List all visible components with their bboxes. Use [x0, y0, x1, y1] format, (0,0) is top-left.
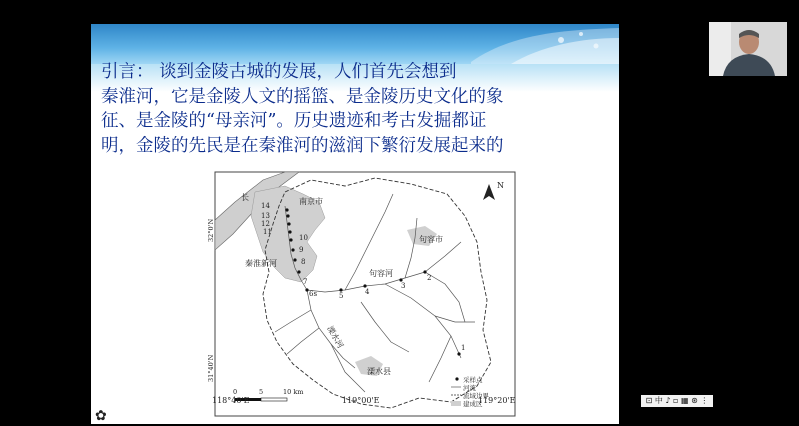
sample-label-11: 11: [263, 228, 272, 236]
sample-label-1: 1: [461, 344, 466, 352]
sample-label-5: 5: [339, 292, 344, 300]
sample-label-14: 14: [261, 202, 270, 210]
sample-label-6s: 6s: [309, 290, 318, 298]
label-jurong-river: 句容河: [369, 269, 393, 278]
presenter-avatar: [709, 22, 787, 76]
sample-label-2: 2: [427, 274, 432, 282]
lat-label-3140: 31°40'N: [207, 354, 215, 382]
svg-text:5: 5: [259, 388, 264, 396]
sample-label-3: 3: [401, 282, 406, 290]
lon-label-11840: 118°40'E: [212, 396, 250, 405]
svg-text:采样点: 采样点: [463, 376, 483, 384]
sample-label-4: 4: [365, 288, 370, 296]
slide-banner: [91, 24, 619, 64]
sample-label-13: 13: [261, 212, 270, 220]
sample-label-10: 10: [299, 234, 308, 242]
slide-text: [101, 60, 611, 158]
svg-text:0: 0: [233, 388, 238, 396]
label-jurong-city: 句容市: [419, 235, 443, 244]
label-lishui-river: 溧水河: [325, 324, 346, 350]
sample-label-7: 7: [303, 278, 308, 286]
north-label: N: [497, 181, 504, 190]
sample-label-9: 9: [299, 246, 304, 254]
meeting-toolbar[interactable]: ⊡ 中 ♪ ▫ ▦ ⊛ ⋮: [641, 395, 713, 407]
slide-logo-icon: ✿: [95, 408, 107, 424]
text-line-3: 征、是金陵的“母亲河”。历史遗迹和考古发掘都证: [101, 111, 487, 131]
text-line-4: 明，金陵的先民是在秦淮河的滋润下繁衍发展起来的: [101, 135, 504, 156]
svg-text:河流: 河流: [463, 384, 476, 392]
label-lishui-county: 溧水县: [367, 367, 391, 376]
sample-label-12: 12: [261, 220, 270, 228]
label-qinhuai-xinhe: 秦淮新河: [245, 259, 277, 268]
label-nanjing: 南京市: [299, 197, 323, 206]
svg-text:建成区: 建成区: [463, 400, 483, 408]
svg-text:10 km: 10 km: [283, 388, 304, 396]
lat-label-32: 32°0'N: [207, 218, 215, 242]
label-changjiang: 长: [241, 193, 249, 202]
lon-label-11920: 119°20'E: [478, 396, 516, 405]
sample-label-8: 8: [301, 258, 306, 266]
text-line-2: 秦淮河，它是金陵人文的摇篮、是金陵历史文化的象: [101, 86, 504, 107]
webcam-video[interactable]: [709, 22, 787, 76]
text-line-1: 引言： 谈到金陵古城的发展，人们首先会想到: [101, 62, 457, 82]
qinhuai-basin-map: [207, 172, 515, 416]
presentation-slide: [91, 24, 619, 424]
lon-label-11900: 119°00'E: [342, 396, 380, 405]
svg-text:流域边界: 流域边界: [463, 392, 489, 400]
